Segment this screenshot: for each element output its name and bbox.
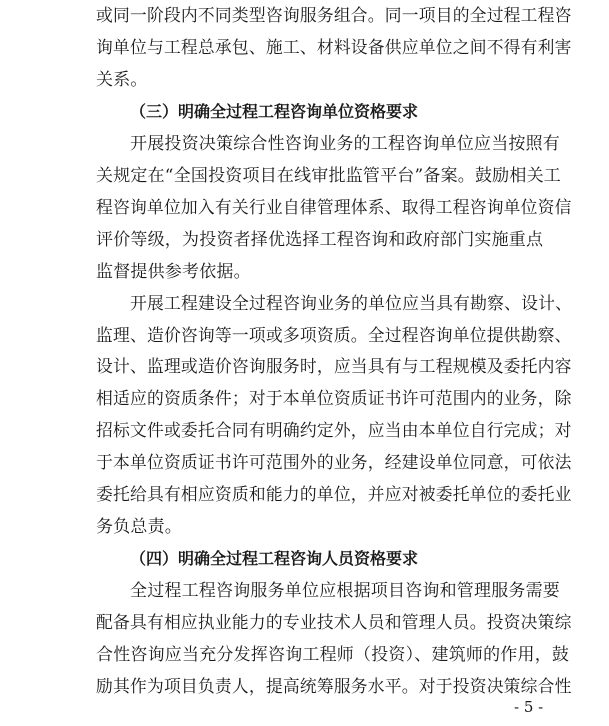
- paragraph-1-line-3: 关系。: [96, 70, 148, 90]
- paragraph-3-line-5: 招标文件或委托合同有明确约定外，应当由本单位自行完成；对: [96, 421, 572, 441]
- paragraph-3-line-1: 开展工程建设全过程咨询业务的单位应当具有勘察、设计、: [130, 294, 573, 314]
- section-heading-3: （三）明确全过程工程咨询单位资格要求: [130, 102, 419, 121]
- section-heading-4: （四）明确全过程工程咨询人员资格要求: [130, 549, 419, 568]
- paragraph-4-line-3: 合性咨询应当充分发挥咨询工程师（投资）、建筑师的作用，鼓: [96, 645, 570, 665]
- paragraph-3-line-8: 务负总责。: [96, 517, 182, 537]
- paragraph-4-line-4: 励其作为项目负责人，提高统筹服务水平。对于投资决策综合性: [96, 677, 572, 697]
- page-number: - 5 -: [514, 698, 544, 716]
- paragraph-4-line-1: 全过程工程咨询服务单位应根据项目咨询和管理服务需要: [130, 581, 560, 601]
- paragraph-1-line-1: 或同一阶段内不同类型咨询服务组合。同一项目的全过程工程咨: [96, 6, 572, 26]
- paragraph-2-line-5: 监督提供参考依据。: [96, 262, 251, 282]
- paragraph-3-line-3: 设计、监理或造价咨询服务时，应当具有与工程规模及委托内容: [96, 357, 572, 377]
- paragraph-3-line-2: 监理、造价咨询等一项或多项资质。全过程咨询单位提供勘察、: [96, 326, 572, 346]
- paragraph-1-line-2: 询单位与工程总承包、施工、材料设备供应单位之间不得有利害: [96, 38, 572, 58]
- paragraph-2-line-4: 评价等级，为投资者择优选择工程咨询和政府部门实施重点: [96, 230, 544, 250]
- paragraph-3-line-4: 相适应的资质条件；对于本单位资质证书许可范围内的业务，除: [96, 389, 572, 409]
- paragraph-2-line-2: 关规定在“全国投资项目在线审批监管平台”备案。鼓励相关工: [96, 166, 561, 186]
- paragraph-4-line-2: 配备具有相应执业能力的专业技术人员和管理人员。投资决策综: [96, 613, 572, 633]
- paragraph-2-line-1: 开展投资决策综合性咨询业务的工程咨询单位应当按照有: [130, 134, 560, 154]
- paragraph-2-line-3: 程咨询单位加入有关行业自律管理体系、取得工程咨询单位资信: [96, 198, 572, 218]
- paragraph-3-line-6: 于本单位资质证书许可范围外的业务，经建设单位同意，可依法: [96, 453, 572, 473]
- paragraph-3-line-7: 委托给具有相应资质和能力的单位，并应对被委托单位的委托业: [96, 485, 572, 505]
